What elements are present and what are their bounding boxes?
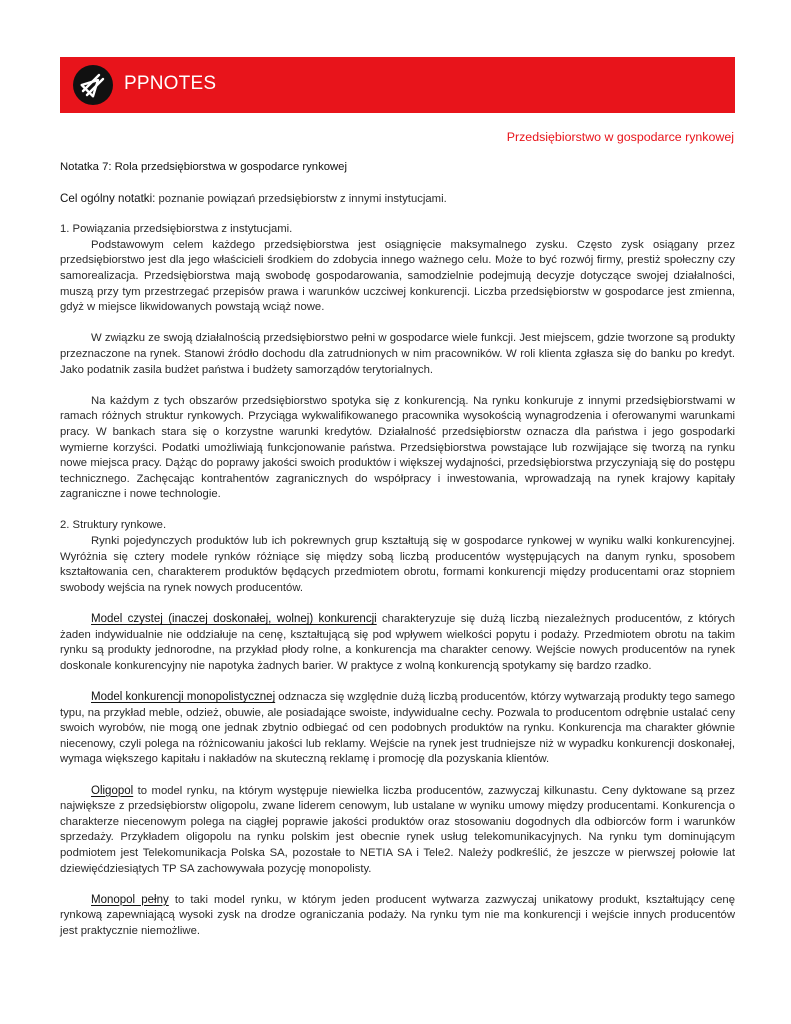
model-monopolistic-competition <box>60 690 735 768</box>
goal-label: Cel ogólny notatki: <box>60 191 156 205</box>
note-title: Notatka 7: Rola przedsiębiorstwa w gospodarce rynkowej <box>60 161 347 173</box>
brand-name: PPNOTES <box>124 73 217 94</box>
section-2-paragraph-1: Rynki pojedynczych produktów lub ich pokrewnych grup kształtują się w gospodarce rynkowej w wyniku walki konkurencyjnej. Wyróżnia się cztery modele rynków różniące się między sobą liczbą producentów występujących na danym rynku, sposobem kształtowania cen, charakterem produktów będących przedmiotem obrotu, formami konkurencji między producentami oraz stopniem swobody wejścia na rynek nowych producentów. <box>60 535 735 594</box>
model-term: Monopol pełny <box>91 893 169 906</box>
model-oligopoly <box>60 784 735 878</box>
document-topic: Przedsiębiorstwo w gospodarce rynkowej <box>506 130 734 144</box>
model-full-monopoly <box>60 893 735 940</box>
model-term: Oligopol <box>91 784 134 797</box>
ppnotes-logo-icon <box>73 65 113 105</box>
section-1-paragraph-3: Na każdym z tych obszarów przedsiębiorstwo spotyka się z konkurencją. Na rynku konkuruje z innymi przedsiębiorstwami w ramach różnych struktur rynkowych. Przyciąga wykwalifikowanego pracownika wysokością wynagrodzenia i oferowanymi warunkami pracy. W bankach stara się o korzystne warunki kredytów. Działalność przedsiębiorstw oznacza dla państwa i jego gospodarki wymierne korzyści. Podatki umożliwiają funkcjonowanie państwa. Przedsiębiorstwa powstające lub rozwijające się tworzą na rynku nowe miejsca pracy. Dążąc do poprawy jakości swoich produktów i większej wydajności, przedsiębiorstwa przyczyniają się do postępu technicznego. Zachęcając kontrahentów zagranicznych do współpracy i inwestowania, wprowadzają na rynek krajowy kapitały zagraniczne i nowe technologie. <box>60 394 735 501</box>
header-banner <box>60 57 735 113</box>
goal-text: poznanie powiązań przedsiębiorstw z innymi instytucjami. <box>155 192 447 205</box>
note-goal <box>60 191 735 208</box>
document-body <box>60 160 735 940</box>
section-2-title: 2. Struktury rynkowe. <box>60 519 167 532</box>
model-description: odznacza się względnie dużą liczbą producentów, którzy wytwarzają produkty tego samego typu, na przykład meble, odzież, obuwie, ale posiadające swoiste, indywidualne cechy. Pozwala to producentom odrębnie ustalać ceny swoich wyrobów, nie mogą one jednak zbytnio odbiegać od cen podobnych produktów na rynku. Konkurencja ma charakter głównie niecenowy, czyli polega na różnicowaniu jakości lub reklamy. Wejście na rynek jest trudniejsze niż w wypadku konkurencji doskonałej, wymaga większego kapitału i nakładów na skuteczną reklamę i promocję dla pozyskania klientów. <box>60 691 736 766</box>
model-term: Model czystej (inaczej doskonałej, wolnej) konkurencji <box>91 613 377 626</box>
section-1-paragraph-2: W związku ze swoją działalnością przedsiębiorstwo pełni w gospodarce wiele funkcji. Jest miejscem, gdzie tworzone są produkty przeznaczone na rynek. Stanowi źródło dochodu dla zatrudnionych w nim pracowników. W roli klienta zgłasza się do banku po kredyt. Jako podatnik zasila budżet państwa i budżety samorządów terytorialnych. <box>60 332 735 376</box>
model-description: charakteryzuje się dużą liczbą niezależnych producentów, z których żaden indywidualnie nie oddziałuje na cenę, kształtującą się pod wpływem wielkości popytu i podaży. Przedmiotem obrotu na takim rynku są produkty jednorodne, na przykład płody rolne, a konkurencja ma charakter cenowy. Wejście nowych producentów na rynek doskonale konkurencyjny nie napotyka żadnych barier. W praktyce z wolną konkurencją spotykamy się bardzo rzadko. <box>60 613 735 672</box>
model-description: to model rynku, na którym występuje niewielka liczba producentów, zazwyczaj kilkunastu. Ceny dyktowane są przez największe z przedsiębiorstw oligopolu, zwane liderem cenowym, lub ustalane w wyniku umowy między producentami. Konkurencja o charakterze niecenowym polega na ciągłej poprawie jakości produktów oraz stosowaniu dogodnych dla odbiorców form i warunków sprzedaży. Przykładem oligopolu na rynku polskim jest obecnie rynek usług telekomunikacyjnych. Na rynku tym dominującym podmiotem jest Telekomunikacja Polska SA, pozostałe to NETIA SA i Tele2. Należy podkreślić, że jeszcze w pierwszej połowie lat dziewięćdziesiątych TP SA zachowywała pozycję monopolisty. <box>60 784 735 875</box>
section-1-paragraph-1: Podstawowym celem każdego przedsiębiorstwa jest osiągnięcie maksymalnego zysku. Często zysk osiągany przez przedsiębiorstwo jest dla jego właścicieli środkiem do zdobycia innego ważnego celu. Może to być rozwój firmy, prestiż społeczny czy samorealizacja. Przedsiębiorstwa mają swobodę gospodarowania, samodzielnie podejmują decyzje dotyczące swojej działalności, muszą przy tym przestrzegać przepisów prawa i warunków uczciwej konkurencji. Liczba przedsiębiorstw w gospodarce jest zmienna, gdyż w miejsce likwidowanych powstają wciąż nowe. <box>60 238 735 314</box>
model-perfect-competition <box>60 612 735 674</box>
model-description: to taki model rynku, w którym jeden producent wytwarza zazwyczaj unikatowy produkt, kształtujący cenę rynkową zapewniającą wysoki zysk na drodze ograniczania podaży. Na rynku tym nie ma konkurencji i wejście innych producentów jest praktycznie niemożliwe. <box>60 893 735 937</box>
model-term: Model konkurencji monopolistycznej <box>91 691 276 703</box>
section-1-title: 1. Powiązania przedsiębiorstwa z instytucjami. <box>60 223 293 236</box>
